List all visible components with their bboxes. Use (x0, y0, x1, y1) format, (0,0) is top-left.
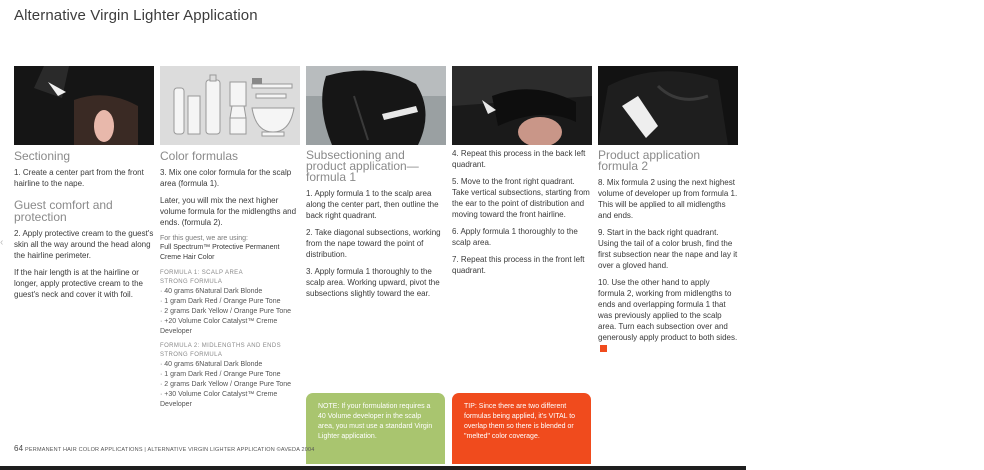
formula-1-list (160, 287, 300, 337)
photo-products (160, 66, 300, 145)
photo-subsectioning (306, 66, 446, 145)
step-3-text: 3. Mix one color formula for the scalp area (formula 1). (160, 168, 292, 188)
footer-text: PERMANENT HAIR COLOR APPLICATIONS | ALTERNATIVE VIRGIN LIGHTER APPLICATION ©AVEDA 2004 (25, 447, 315, 453)
column-color-formulas (160, 66, 300, 415)
formula-2-strength: STRONG FORMULA (160, 352, 223, 358)
later-paragraph: Later, you will mix the next higher volume formula for the midlengths and ends. (formula 2). (160, 196, 297, 227)
column-quadrants (452, 66, 592, 282)
sectioning-heading: Sectioning (14, 149, 71, 163)
formula-2-list (160, 360, 300, 410)
column-subsectioning (306, 66, 446, 305)
step-1-text: 1. Apply formula 1 to the scalp area along the center part, then outline the back right quadrant. (306, 189, 439, 220)
photo-formula-2 (598, 66, 738, 145)
step-5-text: 5. Move to the front right quadrant. Take vertical subsections, starting from the ear to the point of distribution and moving toward the front hairline. (452, 177, 590, 219)
column-sectioning (14, 66, 154, 306)
page-number: 64 (14, 444, 24, 453)
list-item: · 2 grams Dark Yellow / Orange Pure Tone (160, 381, 291, 388)
guest-comfort-heading: Guest comfort and protection (14, 198, 113, 224)
page-title: Alternative Virgin Lighter Application (14, 7, 258, 24)
product-name: Full Spectrum™ Protective Permanent Creme Hair Color (160, 244, 280, 261)
formula-2-label: FORMULA 2: MIDLENGTHS AND ENDS (160, 343, 282, 349)
formula-1-strength: STRONG FORMULA (160, 279, 223, 285)
subsectioning-heading: Subsectioning and product application—formula 1 (306, 148, 419, 184)
step-6-text: 6. Apply formula 1 thoroughly to the scalp area. (452, 227, 578, 247)
foil-paragraph: If the hair length is at the hairline or longer, apply protective cream to the guest's neck and cover it with foil. (14, 268, 143, 299)
bottom-rule (0, 466, 746, 470)
step-10-text (598, 277, 738, 354)
list-item: · 1 gram Dark Red / Orange Pure Tone (160, 298, 281, 305)
step-4-text: 4. Repeat this process in the back left quadrant. (452, 149, 586, 169)
step-3-text: 3. Apply formula 1 thoroughly to the scalp area. Working upward, pivot the subsections slightly toward the ear. (306, 267, 440, 298)
tip-callout: TIP: Since there are two different formulas being applied, it's VITAL to overlap them so there is blended or "melted" color coverage. (452, 393, 591, 464)
photo-sectioning (14, 66, 154, 145)
guest-intro: For this guest, we are using: (160, 235, 248, 242)
formula-1-label: FORMULA 1: SCALP AREA (160, 270, 243, 276)
step-1-text: 1. Create a center part from the front hairline to the nape. (14, 168, 144, 188)
step-2-text: 2. Take diagonal subsections, working from the nape toward the point of distribution. (306, 228, 441, 259)
step-9-text: 9. Start in the back right quadrant. Using the tail of a color brush, find the first subsection near the nape and lay it over a gloved hand. (598, 228, 738, 270)
list-item: · +20 Volume Color Catalyst™ Creme Developer (160, 318, 278, 335)
note-callout: NOTE: If your formulation requires a 40 Volume developer in the scalp area, you must use a standard Virgin Lighter application. (306, 393, 445, 464)
list-item: · +30 Volume Color Catalyst™ Creme Developer (160, 391, 278, 408)
list-item: · 40 grams 6Natural Dark Blonde (160, 361, 263, 368)
end-mark-icon (600, 345, 607, 352)
formula-2-heading: Product application formula 2 (598, 148, 701, 173)
step-2-text: 2. Apply protective cream to the guest's skin all the way around the head along the hairline perimeter. (14, 229, 154, 260)
column-formula-2 (598, 66, 738, 360)
color-formulas-heading: Color formulas (160, 149, 239, 163)
footer (14, 444, 315, 453)
list-item: · 1 gram Dark Red / Orange Pure Tone (160, 371, 281, 378)
step-10-body: 10. Use the other hand to apply formula 2, working from midlengths to ends and overlapping formula 1 that was previously applied to the scalp area. Turn each subsection over and generously apply product to both sides. (598, 278, 738, 342)
list-item: · 2 grams Dark Yellow / Orange Pure Tone (160, 308, 291, 315)
chevron-left-icon[interactable]: ‹ (0, 237, 4, 248)
list-item: · 40 grams 6Natural Dark Blonde (160, 288, 263, 295)
step-8-text: 8. Mix formula 2 using the next highest volume of developer up from formula 1. This will be applied to all midlengths and ends. (598, 178, 738, 220)
photo-quadrants (452, 66, 592, 145)
step-7-text: 7. Repeat this process in the front left quadrant. (452, 255, 585, 275)
